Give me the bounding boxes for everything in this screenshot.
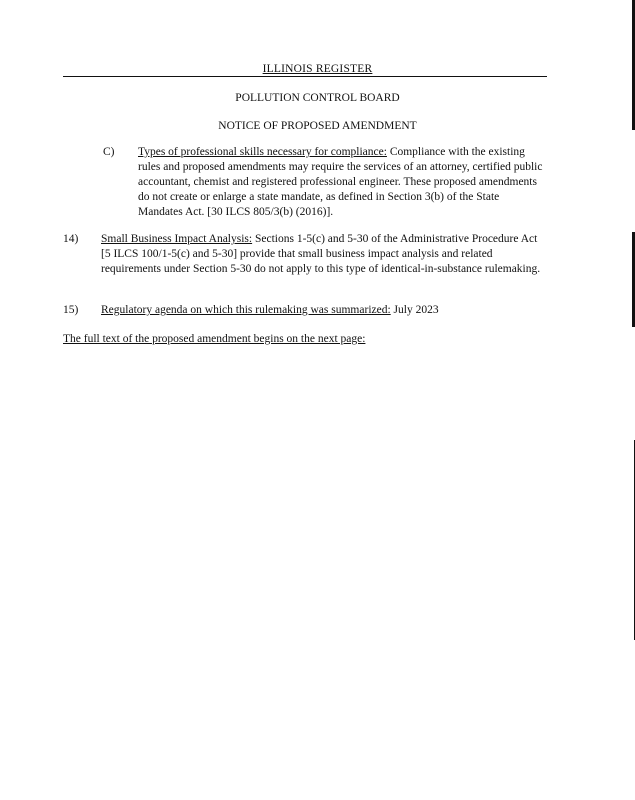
item-14-marker: 14): [63, 233, 79, 245]
closing-line: The full text of the proposed amendment begins on the next page:: [63, 333, 366, 345]
register-title: ILLINOIS REGISTER: [262, 63, 373, 75]
item-14-text: Sections 1-5(c) and 5-30 of the Administrative Procedure Act [5 ILCS 100/1-5(c) and 5-30] provide that small business impact analysis and related requirements under Section 5-30 do not apply to this type of identical-in-substance rulemaking.: [101, 233, 541, 275]
agency-name: POLLUTION CONTROL BOARD: [235, 92, 400, 104]
header-rule: [63, 76, 547, 77]
register-header: [0, 63, 635, 75]
item-14-lead: Small Business Impact Analysis:: [101, 233, 253, 245]
item-c-text: Compliance with the existing rules and proposed amendments may require the services of an attorney, certified public accountant, chemist and registered professional engineer. These proposed amendments do not create or enlarge a state mandate, as defined in Section 3(b) of the State Mandates Act. [30 ILCS 805/3(b) (2016)].: [138, 146, 543, 218]
item-15-text: July 2023: [390, 304, 439, 316]
item-c-body: [138, 145, 543, 220]
notice-heading: NOTICE OF PROPOSED AMENDMENT: [218, 120, 417, 132]
item-14-body: [101, 232, 541, 277]
item-15-marker: 15): [63, 304, 79, 316]
item-c-lead: Types of professional skills necessary for compliance:: [138, 146, 387, 158]
item-c-marker: C): [103, 146, 115, 158]
item-15-lead: Regulatory agenda on which this rulemaking was summarized:: [101, 304, 391, 316]
item-15-body: [101, 303, 541, 318]
